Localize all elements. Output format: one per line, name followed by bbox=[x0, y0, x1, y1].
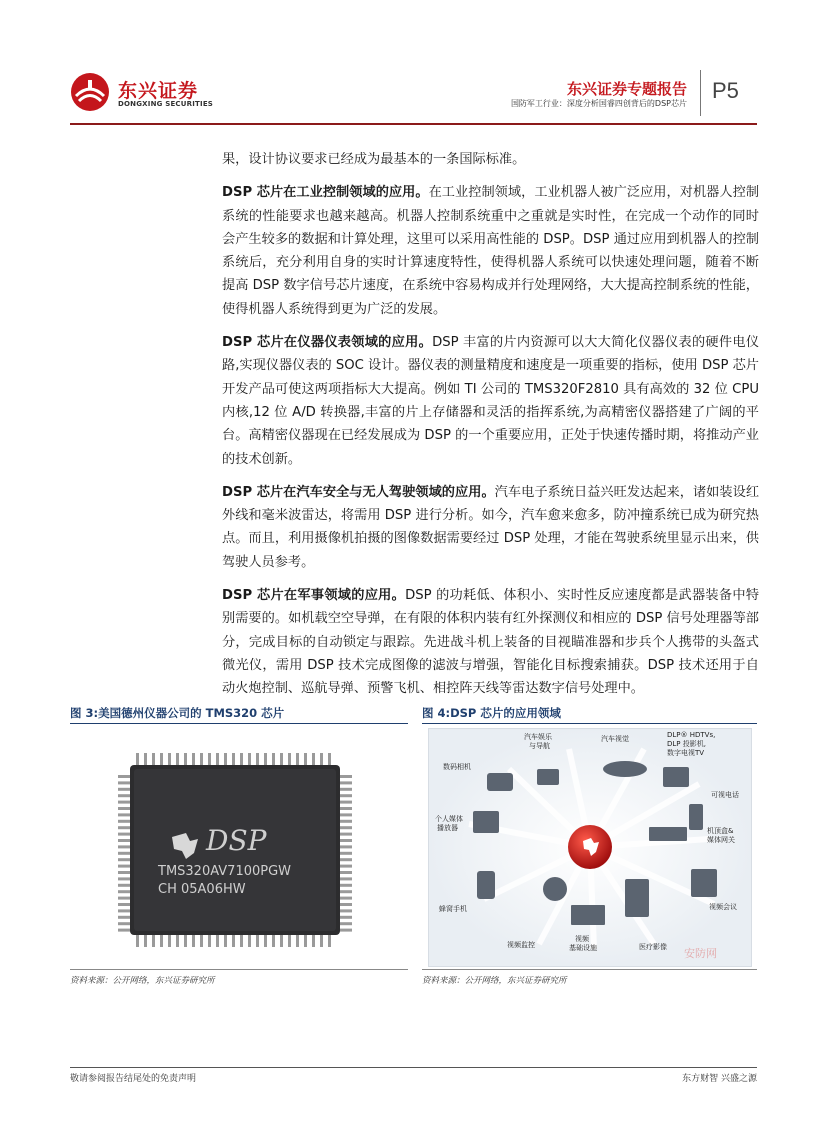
chip-pin bbox=[168, 753, 171, 767]
chip-pin bbox=[320, 753, 323, 767]
chip-pin bbox=[118, 858, 132, 861]
media-player-icon bbox=[473, 811, 499, 833]
chip-pin bbox=[338, 839, 352, 842]
chip-pin bbox=[118, 801, 132, 804]
chip-pin bbox=[338, 884, 352, 887]
chip-pin bbox=[338, 858, 352, 861]
report-title: 东兴证券专题报告 bbox=[566, 80, 687, 98]
chip-pin bbox=[118, 865, 132, 868]
chip-pin bbox=[240, 933, 243, 947]
camera-icon bbox=[487, 773, 513, 791]
chip-pin bbox=[256, 753, 259, 767]
chip-pin bbox=[200, 753, 203, 767]
paragraph-lead: DSP 芯片在工业控制领域的应用。 bbox=[222, 185, 429, 201]
chip-pin bbox=[280, 933, 283, 947]
label-medical: 医疗影像 bbox=[639, 943, 667, 951]
label-car-video: 汽车视觉 bbox=[601, 735, 629, 743]
chip-pin bbox=[176, 753, 179, 767]
chip-pin bbox=[118, 845, 132, 848]
chip-pin bbox=[224, 753, 227, 767]
chip-pin bbox=[144, 933, 147, 947]
chip-pin bbox=[338, 922, 352, 925]
chip-pin bbox=[160, 933, 163, 947]
logo-en-text: DONGXING SECURITIES bbox=[118, 100, 214, 108]
chip-pin bbox=[256, 933, 259, 947]
applications-graphic bbox=[429, 729, 751, 966]
company-logo bbox=[70, 72, 220, 112]
chip-pin bbox=[248, 933, 251, 947]
chip-pin bbox=[338, 801, 352, 804]
chip-pin bbox=[184, 753, 187, 767]
chip-pin bbox=[338, 865, 352, 868]
watermark-text: 安防网 bbox=[684, 947, 717, 960]
tv-icon bbox=[663, 767, 689, 787]
chip-pin bbox=[338, 897, 352, 900]
chip-pin bbox=[338, 788, 352, 791]
chip-pin bbox=[296, 933, 299, 947]
chip-pin bbox=[328, 933, 331, 947]
chip-pin bbox=[338, 929, 352, 932]
paragraph-military bbox=[222, 584, 759, 700]
chip-pin bbox=[200, 933, 203, 947]
paragraph-text: DSP 丰富的片内资源可以大大简化仪器仪表的硬件电仪路,实现仪器仪表的 SOC 设计。器仪表的测量精度和速度是一项重要的指标，使用 DSP 芯片开发产品可使这两项指标大大提高。例如 TI 公司的 TMS320F2810 具有高效的 32 位 CPU 内核,12 位 A/D 转换器,丰富的片上存储器和灵活的指挥系统,为高精密仪器搭建了广阔的平台。高精密仪器现在已经发展成为 DSP 的一个重要应用，正处于快速传播时期，将推动产业的技术创新。 bbox=[222, 335, 760, 467]
chip-pin bbox=[118, 833, 132, 836]
intro-paragraph: 果，设计协议要求已经成为最基本的一条国际标准。 bbox=[222, 152, 526, 167]
chip-pin bbox=[320, 933, 323, 947]
chip-pin bbox=[192, 753, 195, 767]
chip-pin bbox=[118, 826, 132, 829]
chip-pin bbox=[338, 775, 352, 778]
chip-pin bbox=[338, 781, 352, 784]
figure-4-source: 资料来源：公开网络，东兴证券研究所 bbox=[422, 976, 567, 986]
car-navigation-icon bbox=[537, 769, 559, 785]
chip-pin bbox=[136, 933, 139, 947]
chip-pin bbox=[304, 933, 307, 947]
chip-code: CH 05A06HW bbox=[158, 882, 246, 897]
server-icon bbox=[571, 905, 605, 925]
figure-4-caption-rule bbox=[422, 723, 757, 724]
label-surveillance: 视频监控 bbox=[507, 941, 535, 949]
chip-pin bbox=[272, 933, 275, 947]
chip-pin bbox=[216, 933, 219, 947]
paragraph-text: DSP 的功耗低、体积小、实时性反应速度都是武器装备中特别需要的。如机载空空导弹，在有限的体积内装有红外探测仪和相应的 DSP 信号处理器等部分，完成目标的自动锁定与跟踪。先进战斗机上装备的目视瞄准器和步兵个人携带的头盔式微光仪，需用 DSP 技术完成图像的滤波与增强，智能化目标搜索捕获。DSP 技术还用于自动火炮控制、巡航导弹、预警飞机、相控阵天线等雷达数字信号处理中。 bbox=[222, 588, 760, 697]
chip-pin bbox=[118, 871, 132, 874]
cellphone-icon bbox=[477, 871, 495, 899]
chip-pin bbox=[118, 839, 132, 842]
chip-pin bbox=[152, 753, 155, 767]
label-cellphone: 蜂窝手机 bbox=[439, 905, 467, 913]
paragraph-automotive bbox=[222, 481, 759, 574]
paragraph-text: 在工业控制领域，工业机器人被广泛应用，对机器人控制系统的性能要求也越来越高。机器人控制系统重中之重就是实时性，在完成一个动作的同时会产生较多的数据和计算处理，这里可以采用高性能的 DSP。DSP 通过应用到机器人的控制系统后，充分利用自身的实时计算速度特性，使得机器人系统可以快速处理问题，随着不断提高 DSP 数字信号芯片速度，在系统中容易构成并行处理网络，大大提高控制系统的性能，使得机器人系统得到更为广泛的发展。 bbox=[222, 185, 760, 317]
chip-label: DSP bbox=[206, 824, 267, 857]
chip-model: TMS320AV7100PGW bbox=[158, 864, 292, 879]
chip-pin bbox=[118, 929, 132, 932]
chip-pin bbox=[264, 933, 267, 947]
label-media-player: 个人媒体播放器 bbox=[435, 815, 463, 832]
chip-pin bbox=[338, 877, 352, 880]
chip-pin bbox=[224, 933, 227, 947]
header-divider bbox=[700, 70, 701, 116]
figure-4-source-rule bbox=[422, 969, 757, 970]
chip-pin bbox=[118, 813, 132, 816]
medical-device-icon bbox=[625, 879, 649, 917]
paragraph-text: 汽车电子系统日益兴旺发达起来，诸如装设红外线和毫米波雷达，将需用 DSP 进行分析。如今，汽车愈来愈多，防冲撞系统已成为研究热点。而且，利用摄像机拍摄的图像数据需要经过 DSP 处理，才能在驾驶系统里显示出来，供驾驶人员参考。 bbox=[222, 484, 760, 570]
footer-slogan: 东方财智 兴盛之源 bbox=[682, 1074, 757, 1084]
chip-pin bbox=[118, 916, 132, 919]
chip-pin bbox=[118, 807, 132, 810]
chip-pin bbox=[296, 753, 299, 767]
chip-pin bbox=[338, 871, 352, 874]
figure-3-caption-rule bbox=[70, 723, 408, 724]
footer-rule bbox=[70, 1067, 757, 1068]
chip-pin bbox=[168, 933, 171, 947]
chip-pin bbox=[232, 753, 235, 767]
chip-pin bbox=[328, 753, 331, 767]
chip-pin bbox=[118, 852, 132, 855]
chip-pin bbox=[208, 933, 211, 947]
chip-pin bbox=[192, 933, 195, 947]
video-phone-icon bbox=[689, 804, 703, 830]
label-infrastructure: 视频基础设施 bbox=[569, 935, 597, 952]
chip-pin bbox=[312, 753, 315, 767]
chip-pin bbox=[338, 909, 352, 912]
report-subtitle: 国防军工行业：深度分析国睿四创背后的DSP芯片 bbox=[510, 99, 687, 108]
logo-cn-text: 东兴证券 bbox=[118, 80, 199, 102]
chip-pin bbox=[232, 933, 235, 947]
body-text bbox=[222, 148, 759, 711]
chip-pin bbox=[160, 753, 163, 767]
figure-3-source: 资料来源：公开网络，东兴证券研究所 bbox=[70, 976, 215, 986]
chip-pin bbox=[264, 753, 267, 767]
figure-4-caption: 图 4:DSP 芯片的应用领域 bbox=[422, 706, 561, 720]
chip-pin bbox=[248, 753, 251, 767]
chip-pin bbox=[338, 833, 352, 836]
dsp-applications-diagram bbox=[428, 728, 752, 967]
chip-pin bbox=[338, 916, 352, 919]
chip-pin bbox=[338, 794, 352, 797]
chip-pin bbox=[118, 897, 132, 900]
label-video-phone: 可视电话 bbox=[711, 791, 739, 799]
chip-pin bbox=[338, 813, 352, 816]
header-rule bbox=[70, 123, 757, 125]
chip-pin bbox=[118, 877, 132, 880]
chip-pin bbox=[304, 753, 307, 767]
chip-pin bbox=[338, 826, 352, 829]
chip-pin bbox=[338, 807, 352, 810]
chip-pin bbox=[312, 933, 315, 947]
chip-pin bbox=[152, 933, 155, 947]
settop-box-icon bbox=[649, 827, 687, 841]
chip-pin bbox=[144, 753, 147, 767]
chip-pin bbox=[118, 788, 132, 791]
chip-pin bbox=[118, 909, 132, 912]
figure-3-source-rule bbox=[70, 969, 408, 970]
conference-screen-icon bbox=[691, 869, 717, 897]
chip-pin bbox=[288, 753, 291, 767]
chip-pin bbox=[184, 933, 187, 947]
chip-pin bbox=[118, 781, 132, 784]
paragraph-lead: DSP 芯片在汽车安全与无人驾驶领域的应用。 bbox=[222, 484, 495, 500]
label-conference: 视频会议 bbox=[709, 903, 737, 911]
chip-pin bbox=[338, 820, 352, 823]
dongxing-logo-icon bbox=[70, 72, 110, 112]
chip-pin bbox=[118, 922, 132, 925]
chip-pin bbox=[272, 753, 275, 767]
paragraph-lead: DSP 芯片在仪器仪表领域的应用。 bbox=[222, 335, 433, 351]
car-icon bbox=[603, 761, 647, 777]
chip-pin bbox=[118, 794, 132, 797]
paragraph-industrial-control bbox=[222, 181, 759, 321]
chip-pin bbox=[118, 903, 132, 906]
chip-pin bbox=[136, 753, 139, 767]
page-number: P5 bbox=[712, 78, 739, 103]
tms320-chip-image bbox=[110, 745, 360, 955]
chip-pin bbox=[280, 753, 283, 767]
chip-pin bbox=[338, 890, 352, 893]
chip-pin bbox=[176, 933, 179, 947]
label-dlp: DLP® HDTVs, DLP 投影机,数字电视TV bbox=[667, 731, 716, 757]
label-camera: 数码相机 bbox=[443, 763, 471, 771]
chip-pin bbox=[118, 890, 132, 893]
chip-pin bbox=[240, 753, 243, 767]
paragraph-instruments bbox=[222, 331, 759, 471]
chip-pin bbox=[288, 933, 291, 947]
footer-disclaimer: 敬请参阅报告结尾处的免责声明 bbox=[70, 1074, 197, 1084]
chip-pin bbox=[338, 852, 352, 855]
chip-pin bbox=[118, 820, 132, 823]
surveillance-camera-icon bbox=[543, 877, 567, 901]
label-car-audio: 汽车娱乐与导航 bbox=[524, 733, 552, 750]
chip-pin bbox=[216, 753, 219, 767]
chip-pin bbox=[118, 884, 132, 887]
chip-pin bbox=[118, 775, 132, 778]
figure-3-caption: 图 3:美国德州仪器公司的 TMS320 芯片 bbox=[70, 706, 285, 720]
chip-pin bbox=[338, 903, 352, 906]
label-settop: 机顶盒&媒体网关 bbox=[707, 827, 735, 844]
chip-pin bbox=[208, 753, 211, 767]
chip-pin bbox=[338, 845, 352, 848]
paragraph-lead: DSP 芯片在军事领域的应用。 bbox=[222, 588, 406, 604]
